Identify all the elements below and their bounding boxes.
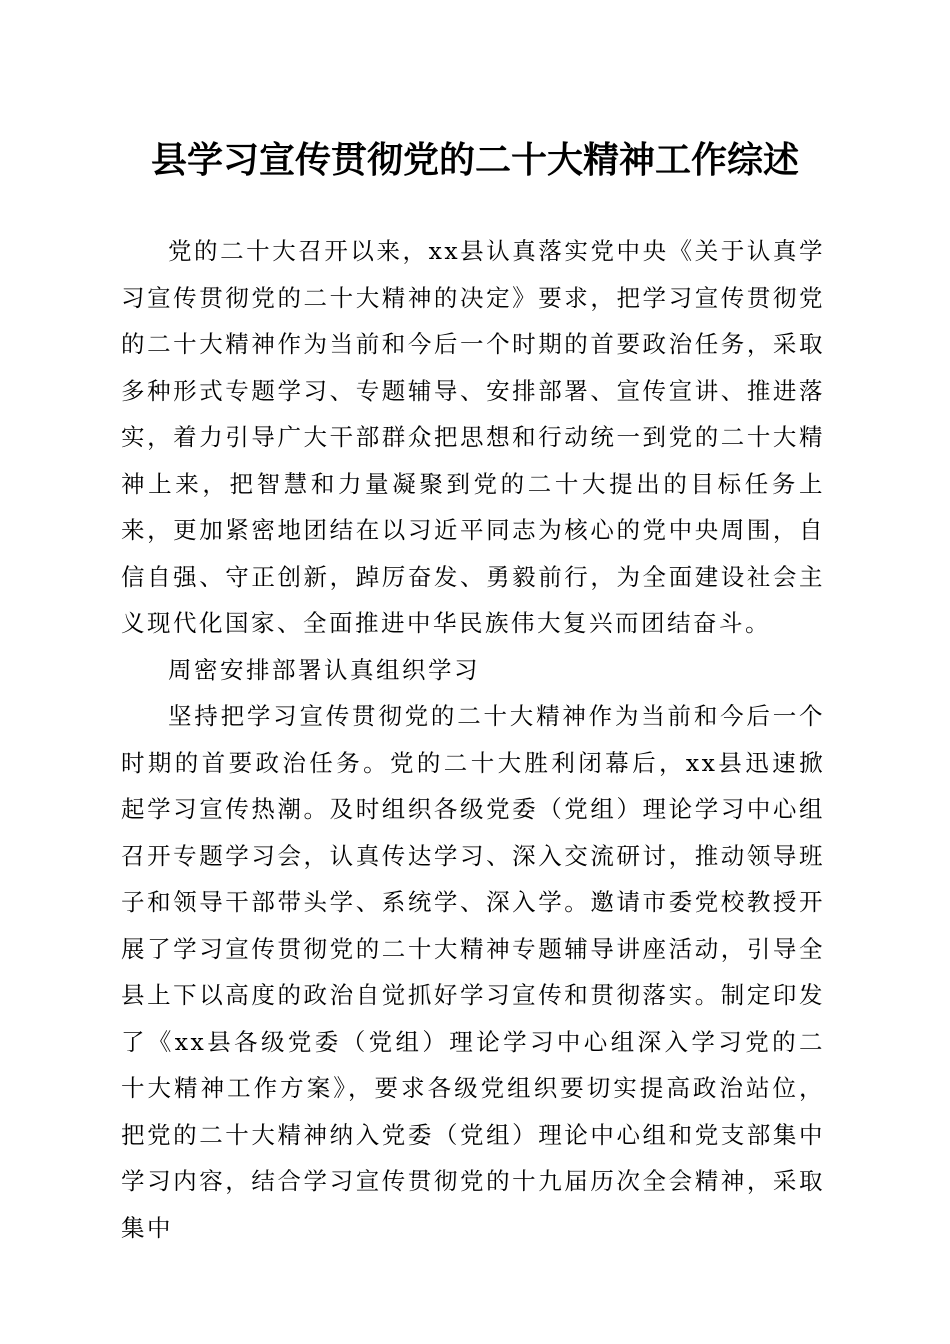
document-title: 县学习宣传贯彻党的二十大精神工作综述 <box>150 139 799 181</box>
section-heading: 周密安排部署认真组织学习 <box>168 655 480 684</box>
intro-paragraph: 党的二十大召开以来，xx县认真落实党中央《关于认真学习宣传贯彻党的二十大精神的决定》要求，把学习宣传贯彻党的二十大精神作为当前和今后一个时期的首要政治任务，采取多种形式专题学习、专题辅导、安排部署、宣传宣讲、推进落实，着力引导广大干部群众把思想和行动统一到党的二十大精神上来，把智慧和力量凝聚到党的二十大提出的目标任务上来，更加紧密地团结在以习近平同志为核心的党中央周围，自信自强、守正创新，踔厉奋发、勇毅前行，为全面建设社会主义现代化国家、全面推进中华民族伟大复兴而团结奋斗。 <box>121 237 825 637</box>
document-body <box>121 228 825 1251</box>
section-paragraph: 坚持把学习宣传贯彻党的二十大精神作为当前和今后一个时期的首要政治任务。党的二十大胜利闭幕后，xx县迅速掀起学习宣传热潮。及时组织各级党委（党组）理论学习中心组召开专题学习会，认真传达学习、深入交流研讨，推动领导班子和领导干部带头学、系统学、深入学。邀请市委党校教授开展了学习宣传贯彻党的二十大精神专题辅导讲座活动，引导全县上下以高度的政治自觉抓好学习宣传和贯彻落实。制定印发了《xx县各级党委（党组）理论学习中心组深入学习党的二十大精神工作方案》，要求各级党组织要切实提高政治站位，把党的二十大精神纳入党委（党组）理论中心组和党支部集中学习内容，结合学习宣传贯彻党的十九届历次全会精神，采取集中 <box>121 702 825 1242</box>
